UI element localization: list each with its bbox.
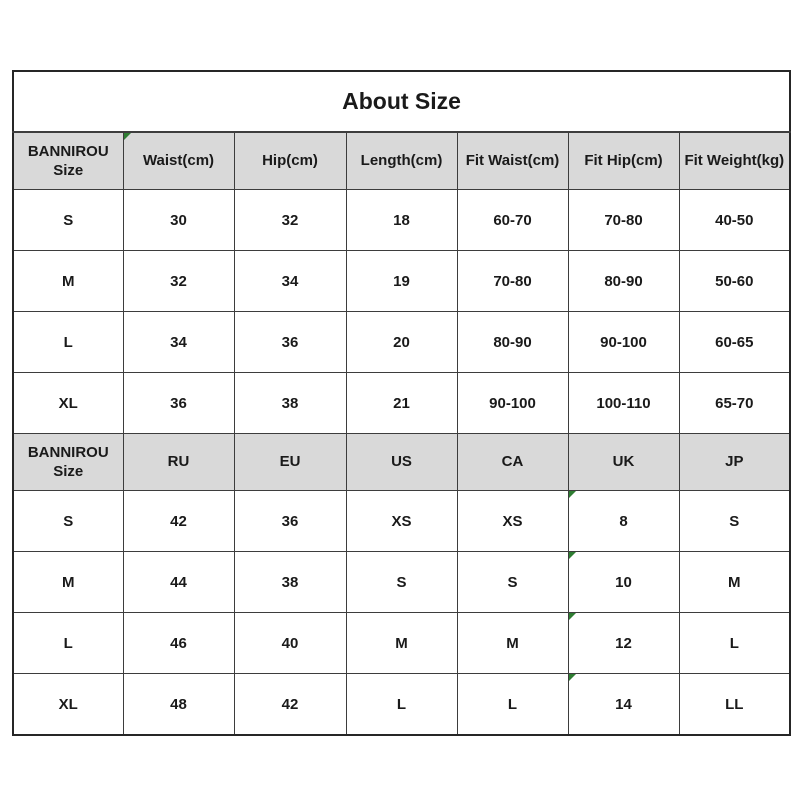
- value-cell: 38: [234, 373, 346, 434]
- value-cell: 40-50: [679, 190, 790, 251]
- table-row: [13, 674, 790, 736]
- value-cell: L: [457, 674, 568, 736]
- value-cell: 10: [568, 552, 679, 613]
- chart-title: About Size: [13, 71, 790, 132]
- value-cell: 80-90: [457, 312, 568, 373]
- value-cell: 44: [123, 552, 234, 613]
- value-cell: XS: [457, 491, 568, 552]
- size-label-cell: M: [13, 251, 123, 312]
- value-cell: 12: [568, 613, 679, 674]
- green-corner-marker-icon: [569, 491, 576, 498]
- value-cell: 34: [123, 312, 234, 373]
- value-cell: 48: [123, 674, 234, 736]
- table-row: [13, 373, 790, 434]
- column-header: US: [346, 434, 457, 491]
- value-cell: 8: [568, 491, 679, 552]
- value-cell: 90-100: [568, 312, 679, 373]
- column-header: Fit Hip(cm): [568, 132, 679, 190]
- table-row: [13, 613, 790, 674]
- size-label-cell: M: [13, 552, 123, 613]
- value-cell: 21: [346, 373, 457, 434]
- value-cell: L: [346, 674, 457, 736]
- column-header: Hip(cm): [234, 132, 346, 190]
- value-cell: 32: [123, 251, 234, 312]
- column-header: CA: [457, 434, 568, 491]
- header-row-international: [13, 434, 790, 491]
- table-row: [13, 251, 790, 312]
- value-cell: 34: [234, 251, 346, 312]
- value-cell: 19: [346, 251, 457, 312]
- column-header: RU: [123, 434, 234, 491]
- size-label-cell: L: [13, 312, 123, 373]
- value-cell: 70-80: [568, 190, 679, 251]
- value-cell: M: [346, 613, 457, 674]
- value-cell: S: [346, 552, 457, 613]
- value-cell: S: [457, 552, 568, 613]
- value-cell: S: [679, 491, 790, 552]
- size-chart-body: [13, 71, 790, 735]
- value-cell: 60-70: [457, 190, 568, 251]
- value-cell: M: [679, 552, 790, 613]
- header-row-measurements: [13, 132, 790, 190]
- column-header: Fit Waist(cm): [457, 132, 568, 190]
- value-cell: 100-110: [568, 373, 679, 434]
- value-cell: LL: [679, 674, 790, 736]
- value-cell: 30: [123, 190, 234, 251]
- value-cell: 80-90: [568, 251, 679, 312]
- value-cell: 50-60: [679, 251, 790, 312]
- value-cell: 65-70: [679, 373, 790, 434]
- size-label-cell: S: [13, 491, 123, 552]
- size-label-cell: S: [13, 190, 123, 251]
- value-cell: 60-65: [679, 312, 790, 373]
- value-cell: 32: [234, 190, 346, 251]
- size-label-cell: XL: [13, 674, 123, 736]
- green-corner-marker-icon: [569, 552, 576, 559]
- column-header: JP: [679, 434, 790, 491]
- table-row: [13, 491, 790, 552]
- value-cell: 36: [123, 373, 234, 434]
- table-row: [13, 552, 790, 613]
- value-cell: 36: [234, 491, 346, 552]
- value-cell: XS: [346, 491, 457, 552]
- table-row: [13, 190, 790, 251]
- value-cell: 18: [346, 190, 457, 251]
- value-cell: 70-80: [457, 251, 568, 312]
- size-column-header: BANNIROU Size: [13, 434, 123, 491]
- value-cell: 14: [568, 674, 679, 736]
- size-label-cell: XL: [13, 373, 123, 434]
- table-row: [13, 312, 790, 373]
- size-column-header: BANNIROU Size: [13, 132, 123, 190]
- value-cell: M: [457, 613, 568, 674]
- green-corner-marker-icon: [124, 133, 131, 140]
- value-cell: 46: [123, 613, 234, 674]
- value-cell: 36: [234, 312, 346, 373]
- value-cell: 40: [234, 613, 346, 674]
- value-cell: L: [679, 613, 790, 674]
- size-label-cell: L: [13, 613, 123, 674]
- green-corner-marker-icon: [569, 613, 576, 620]
- column-header: Waist(cm): [123, 132, 234, 190]
- column-header: Fit Weight(kg): [679, 132, 790, 190]
- green-corner-marker-icon: [569, 674, 576, 681]
- value-cell: 42: [123, 491, 234, 552]
- value-cell: 90-100: [457, 373, 568, 434]
- column-header: EU: [234, 434, 346, 491]
- value-cell: 20: [346, 312, 457, 373]
- column-header: Length(cm): [346, 132, 457, 190]
- size-chart-table: [12, 70, 791, 736]
- value-cell: 38: [234, 552, 346, 613]
- column-header: UK: [568, 434, 679, 491]
- value-cell: 42: [234, 674, 346, 736]
- title-row: [13, 71, 790, 132]
